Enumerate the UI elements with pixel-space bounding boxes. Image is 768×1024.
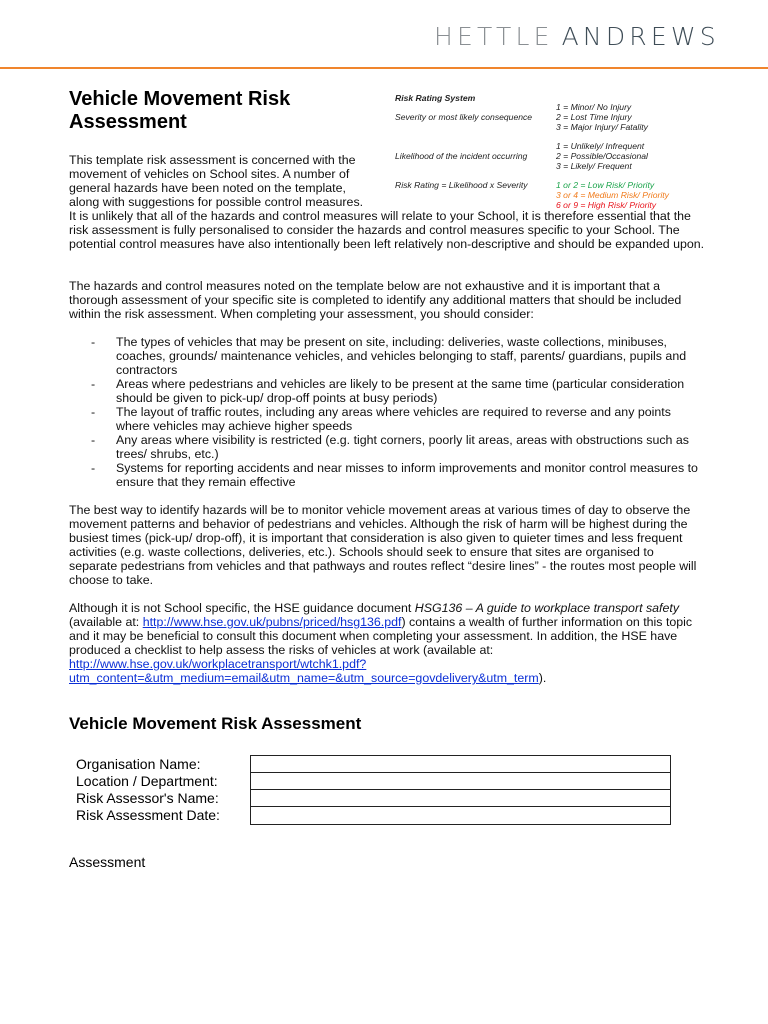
- list-item-text: Systems for reporting accidents and near misses to inform improvements and monitor control measures to ensure that they remain effective: [116, 461, 698, 489]
- list-item: [69, 377, 705, 405]
- risk-assessor-name-label: Risk Assessor's Name:: [76, 790, 219, 806]
- intro-line: along with suggestions for possible control measures.: [69, 195, 364, 209]
- list-item-text: Any areas where visibility is restricted (e.g. tight corners, poorly lit areas, areas with obstructions such as trees/ shrubs, etc.): [116, 433, 689, 461]
- organisation-name-label: Organisation Name:: [76, 756, 201, 772]
- header-divider: [0, 67, 768, 69]
- list-item: [69, 461, 705, 489]
- bullet-dash: -: [91, 335, 96, 349]
- priority-medium: 3 or 4 = Medium Risk/ Priority: [556, 190, 669, 200]
- risk-assessor-name-field[interactable]: [251, 790, 670, 807]
- document-title: HSG136 – A guide to workplace transport safety: [414, 601, 680, 615]
- risk-assessment-date-label: Risk Assessment Date:: [76, 807, 220, 823]
- text: ).: [538, 671, 547, 685]
- likelihood-level: 1 = Unlikely/ Infrequent: [556, 141, 645, 151]
- intro-line: movement of vehicles on School sites. A number of: [69, 167, 350, 181]
- severity-level: 1 = Minor/ No Injury: [556, 102, 632, 112]
- details-form-table: [250, 755, 671, 825]
- list-item: [69, 433, 705, 461]
- hse-guidance-paragraph: [69, 601, 705, 685]
- organisation-name-field[interactable]: [251, 756, 670, 773]
- bullet-dash: -: [91, 433, 96, 447]
- severity-level: 2 = Lost Time Injury: [556, 112, 632, 122]
- risk-rating-heading: Risk Rating System: [395, 93, 476, 103]
- priority-low: 1 or 2 = Low Risk/ Priority: [556, 180, 655, 190]
- list-item-text: The layout of traffic routes, including any areas where vehicles are required to reverse and any points where vehicles may achieve higher speeds: [116, 405, 671, 433]
- bullet-dash: -: [91, 377, 96, 391]
- logo-word-2: ANDREWS: [561, 22, 720, 51]
- intro-line: general hazards have been noted on the template,: [69, 181, 346, 195]
- company-logo: [434, 22, 720, 52]
- hsg136-link[interactable]: http://www.hse.gov.uk/pubns/priced/hsg136.pdf: [142, 615, 402, 629]
- intro-paragraph: [69, 153, 389, 209]
- assessment-heading: Assessment: [69, 854, 146, 870]
- list-item: [69, 335, 705, 377]
- link-text: http://www.hse.gov.uk/workplacetransport/wtchk1.pdf?: [69, 657, 367, 671]
- list-item-text: The types of vehicles that may be present on site, including: deliveries, waste collections, minibuses, coaches, grounds/ maintenance vehicles, and vehicles belonging to staff, parents/ guardians, pupils and contractors: [116, 335, 687, 377]
- text: (available at:: [69, 615, 143, 629]
- likelihood-level: 2 = Possible/Occasional: [556, 151, 648, 161]
- link-text: utm_content=&utm_medium=email&utm_name=&utm_source=govdelivery&utm_term: [69, 671, 539, 685]
- checklist-link[interactable]: [69, 657, 539, 685]
- bullet-dash: -: [91, 405, 96, 419]
- location-department-field[interactable]: [251, 773, 670, 790]
- risk-assessment-date-field[interactable]: [251, 807, 670, 824]
- intro-line: This template risk assessment is concerned with the: [69, 153, 356, 167]
- priority-high: 6 or 9 = High Risk/ Priority: [556, 200, 657, 210]
- location-department-label: Location / Department:: [76, 773, 218, 789]
- likelihood-level: 3 = Likely/ Frequent: [556, 161, 632, 171]
- list-item: [69, 405, 705, 433]
- considerations-paragraph: The hazards and control measures noted on the template below are not exhaustive and it is important that a thorough assessment of your specific site is completed to identify any additional matters that should be included within the risk assessment. When completing your assessment, you should consider:: [69, 279, 682, 321]
- considerations-list: [69, 335, 705, 489]
- logo-word-1: HETTLE: [434, 22, 554, 51]
- hazard-identification-paragraph: The best way to identify hazards will be to monitor vehicle movement areas at various times of day to observe the movement patterns and behavior of pedestrians and vehicles. Although the risk of harm will be highest during the busiest times (pick-up/ drop-off), it is important that consideration is also given to quieter times and less frequent activities (e.g. waste collections, deliveries, etc.). Schools should seek to ensure that sites are organised to separate pedestrians from vehicles and that pathways and routes reflect “desire lines” - the routes most people will choose to take.: [69, 503, 697, 587]
- text: Although it is not School specific, the HSE guidance document: [69, 601, 415, 615]
- bullet-dash: -: [91, 461, 96, 475]
- severity-level: 3 = Major Injury/ Fatality: [556, 122, 648, 132]
- form-labels: [76, 756, 220, 824]
- page-title: Vehicle Movement Risk Assessment: [69, 88, 291, 133]
- likelihood-label: Likelihood of the incident occurring: [395, 151, 528, 161]
- list-item-text: Areas where pedestrians and vehicles are likely to be present at the same time (particular consideration should be given to pick-up/ drop-off points at busy periods): [116, 377, 685, 405]
- form-section-title: Vehicle Movement Risk Assessment: [69, 714, 362, 733]
- text: ) contains a wealth of further information on this topic and it may be beneficial to consult this document when completing your assessment. In addition, the HSE have produced a checklist to help assess the risks of vehicles at work (available at:: [69, 615, 693, 657]
- severity-label: Severity or most likely consequence: [395, 112, 533, 122]
- intro-continuation: It is unlikely that all of the hazards and control measures will relate to your School, it is therefore essential that the risk assessment is fully personalised to consider the hazards and control measures specific to your School. The potential control measures have also intentionally been left relatively non-descriptive and should be expanded upon.: [69, 209, 705, 251]
- risk-formula: Risk Rating = Likelihood x Severity: [395, 180, 528, 190]
